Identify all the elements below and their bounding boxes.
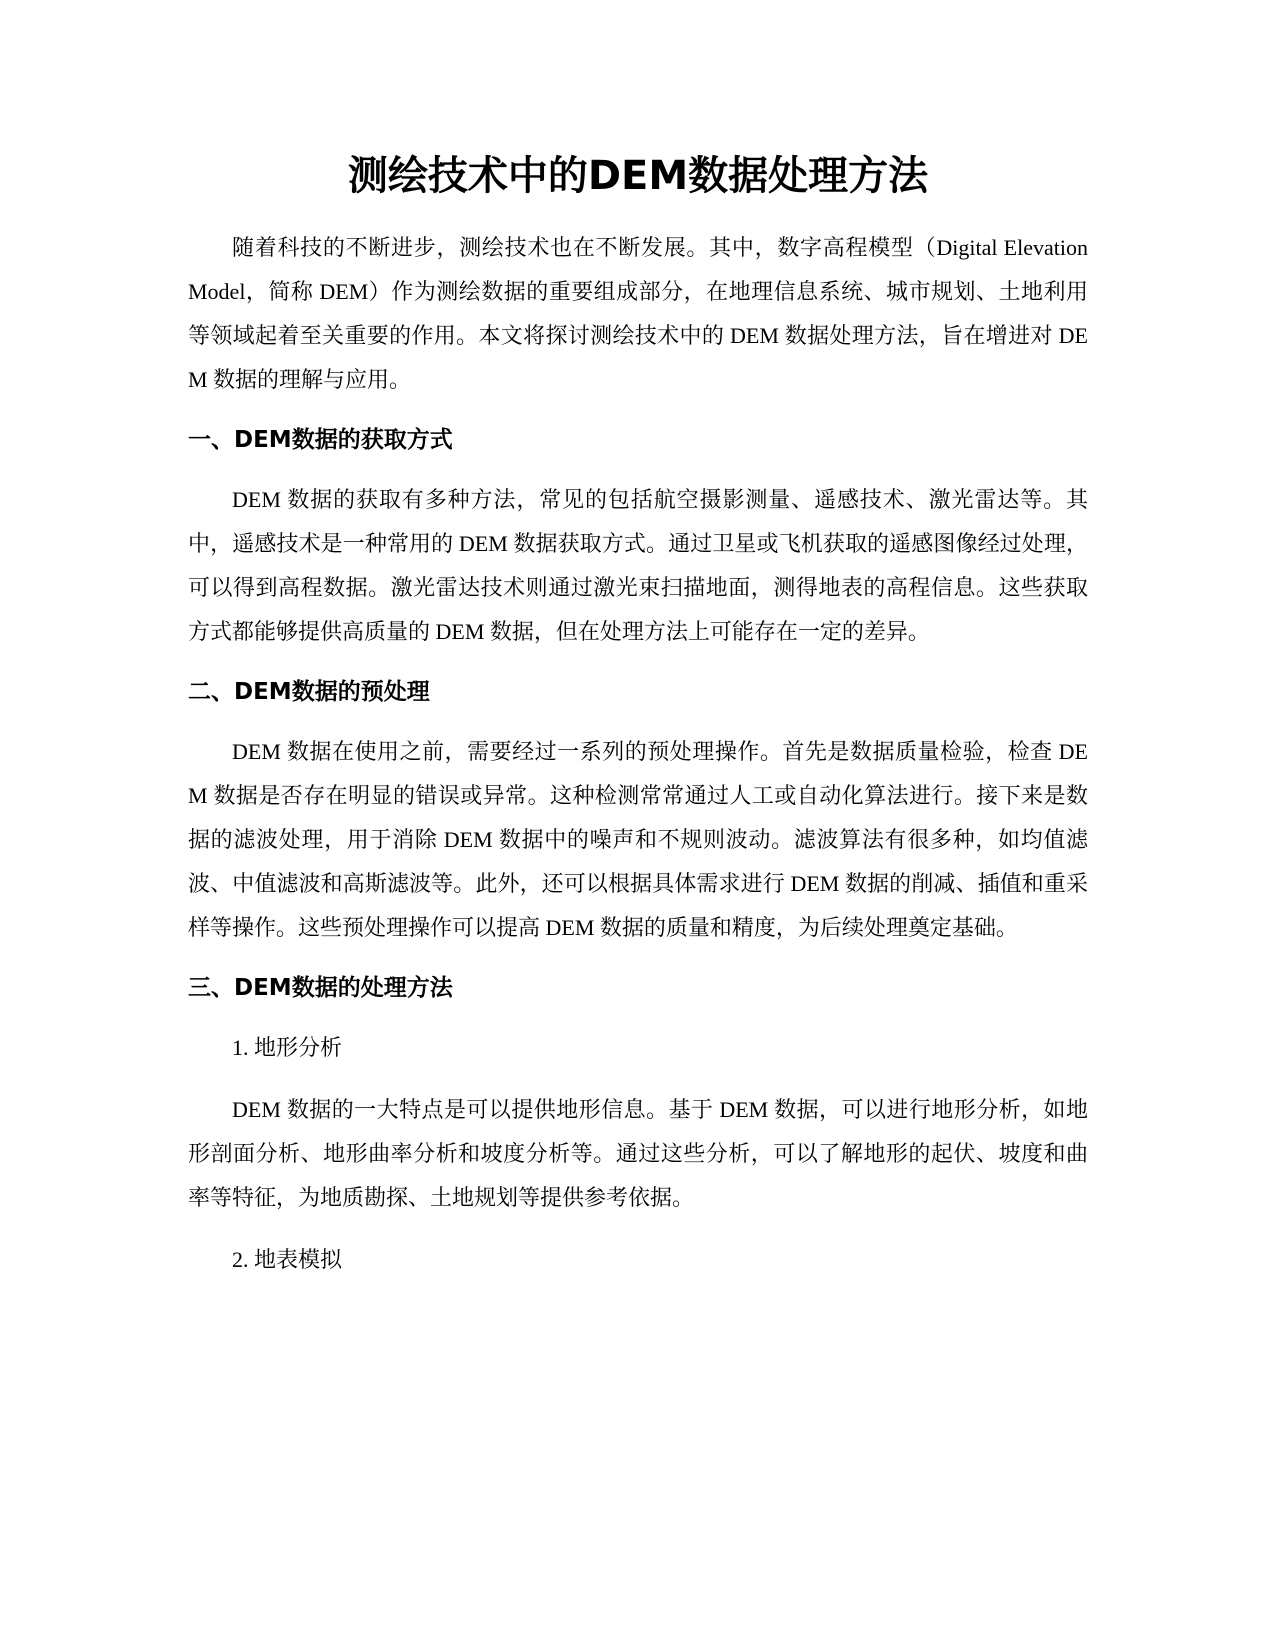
subsection-paragraph-terrain-analysis: DEM 数据的一大特点是可以提供地形信息。基于 DEM 数据，可以进行地形分析，如地形剖面分析、地形曲率分析和坡度分析等。通过这些分析，可以了解地形的起伏、坡度和曲率等特征，为地质勘探、土地规划等提供参考依据。	[188, 1097, 1088, 1210]
subsection-label-surface-simulation: 2. 地表模拟	[232, 1247, 343, 1272]
intro-paragraph: 随着科技的不断进步，测绘技术也在不断发展。其中，数字高程模型（Digital Elevation Model，简称 DEM）作为测绘数据的重要组成部分，在地理信息系统、城市规划、土地利用等领域起着至关重要的作用。本文将探讨测绘技术中的 DEM 数据处理方法，旨在增进对 DEM 数据的理解与应用。	[188, 235, 1088, 392]
section-heading-acquisition: 一、DEM数据的获取方式	[188, 427, 453, 453]
document-body	[188, 148, 1088, 1300]
section-heading-preprocessing: 二、DEM数据的预处理	[188, 679, 430, 705]
subsection-label-terrain-analysis: 1. 地形分析	[232, 1035, 343, 1060]
section-paragraph-preprocessing: DEM 数据在使用之前，需要经过一系列的预处理操作。首先是数据质量检验，检查 DEM 数据是否存在明显的错误或异常。这种检测常常通过人工或自动化算法进行。接下来是数据的滤波处理，用于消除 DEM 数据中的噪声和不规则波动。滤波算法有很多种，如均值滤波、中值滤波和高斯滤波等。此外，还可以根据具体需求进行 DEM 数据的削减、插值和重采样等操作。这些预处理操作可以提高 DEM 数据的质量和精度，为后续处理奠定基础。	[188, 739, 1088, 940]
page-title: 测绘技术中的DEM数据处理方法	[347, 153, 929, 199]
section-paragraph-acquisition: DEM 数据的获取有多种方法，常见的包括航空摄影测量、遥感技术、激光雷达等。其中，遥感技术是一种常用的 DEM 数据获取方式。通过卫星或飞机获取的遥感图像经过处理，可以得到高程数据。激光雷达技术则通过激光束扫描地面，测得地表的高程信息。这些获取方式都能够提供高质量的 DEM 数据，但在处理方法上可能存在一定的差异。	[188, 487, 1088, 644]
section-heading-processing: 三、DEM数据的处理方法	[188, 975, 453, 1001]
